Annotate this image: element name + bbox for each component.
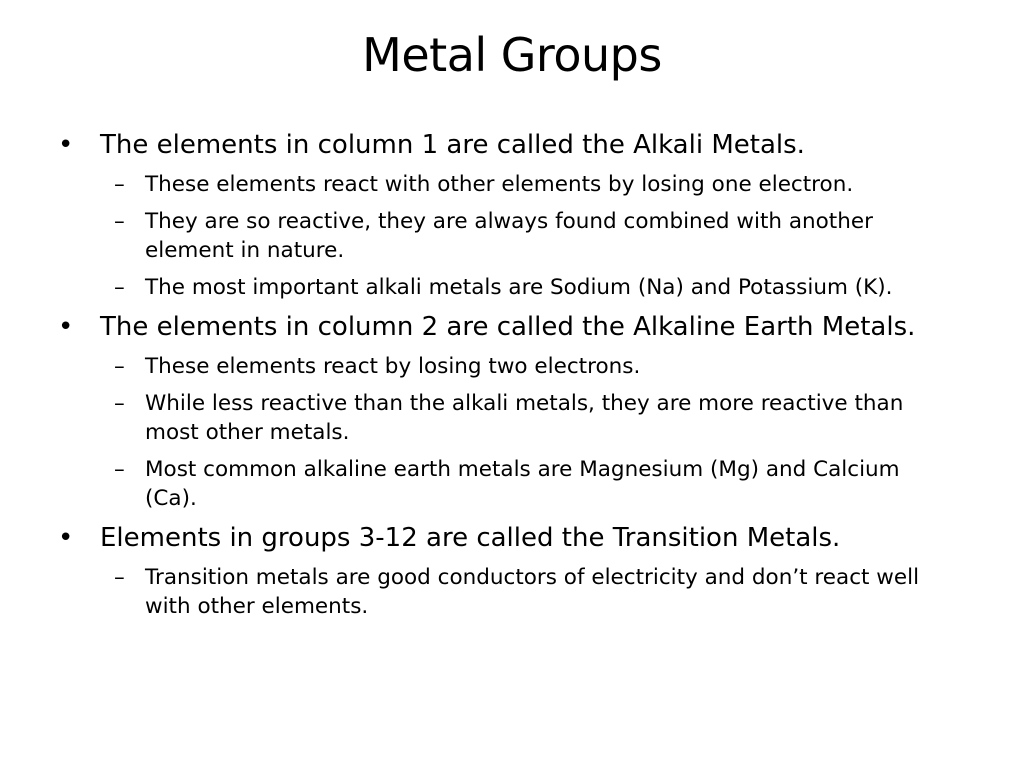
sub-bullet-item [52,273,952,302]
sub-bullet-text: Most common alkaline earth metals are Magnesium (Mg) and Calcium (Ca). [145,457,900,511]
bullet-item-transition-metals [52,521,952,555]
dash-icon: – [114,172,125,197]
bullet-text: Elements in groups 3-12 are called the Transition Metals. [100,523,841,553]
bullet-text: The elements in column 2 are called the Alkaline Earth Metals. [100,312,916,342]
dash-icon: – [114,457,125,482]
sub-bullet-item [52,170,952,199]
bullet-item-alkaline-earth-metals [52,310,952,344]
bullet-item-alkali-metals [52,128,952,162]
dash-icon: – [114,391,125,416]
bullet-list [52,128,952,621]
sub-bullet-item [52,352,952,381]
sub-bullet-text: While less reactive than the alkali metals, they are more reactive than most other metals. [145,391,904,445]
sub-bullet-text: These elements react by losing two electrons. [145,354,641,379]
sub-bullet-text: These elements react with other elements by losing one electron. [145,172,854,197]
sub-bullet-list [52,563,952,621]
bullet-icon: • [58,130,74,160]
dash-icon: – [114,275,125,300]
sub-bullet-item [52,455,952,513]
dash-icon: – [114,209,125,234]
sub-bullet-item [52,207,952,265]
bullet-icon: • [58,312,74,342]
dash-icon: – [114,565,125,590]
sub-bullet-item [52,563,952,621]
bullet-text: The elements in column 1 are called the Alkali Metals. [100,130,805,160]
bullet-icon: • [58,523,74,553]
sub-bullet-text: The most important alkali metals are Sodium (Na) and Potassium (K). [145,275,893,300]
sub-bullet-item [52,389,952,447]
sub-bullet-text: Transition metals are good conductors of electricity and don’t react well with other elements. [145,565,920,619]
sub-bullet-text: They are so reactive, they are always found combined with another element in nature. [145,209,873,263]
sub-bullet-list [52,170,952,302]
sub-bullet-list [52,352,952,513]
dash-icon: – [114,354,125,379]
slide-title: Metal Groups [362,28,662,82]
